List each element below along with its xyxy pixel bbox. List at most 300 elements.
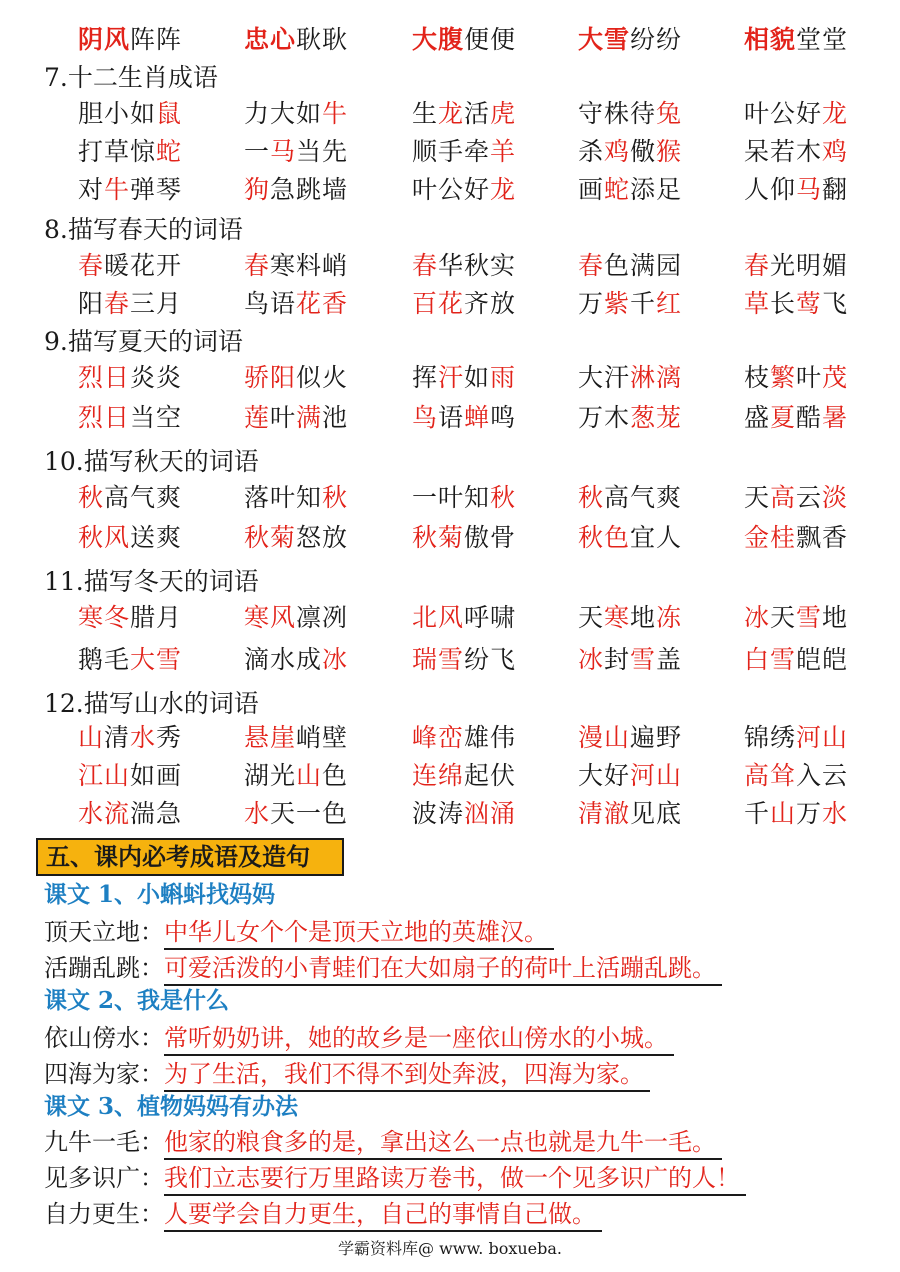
section-heading: 11.描写冬天的词语	[44, 567, 259, 596]
idiom-text: 如	[464, 363, 491, 392]
idiom-text: 寒料峭	[270, 251, 349, 280]
idiom-text: 起伏	[464, 761, 517, 790]
idiom-highlight: 秋	[490, 483, 517, 512]
idiom-highlight: 冻	[656, 603, 683, 632]
idiom-text: 炎炎	[130, 363, 183, 392]
idiom-highlight: 秋风	[78, 523, 131, 552]
idiom-text: 如画	[130, 761, 183, 790]
idiom	[78, 520, 182, 556]
idiom	[78, 360, 182, 396]
idiom-text: 盛	[744, 403, 771, 432]
idiom-text: 堂堂	[796, 25, 849, 54]
idiom-text: 傲骨	[464, 523, 517, 552]
idiom	[244, 96, 348, 132]
idiom-highlight: 葱茏	[630, 403, 683, 432]
idiom-highlight: 紫	[604, 289, 631, 318]
idiom	[412, 400, 516, 436]
idiom-text: 酷	[796, 403, 823, 432]
idiom-highlight: 清澈	[578, 799, 631, 828]
idiom	[244, 642, 348, 678]
idiom-row	[78, 96, 878, 132]
idiom-text: 地	[822, 603, 849, 632]
idiom	[578, 360, 682, 396]
idiom-text: 皑皑	[796, 645, 849, 674]
idiom-text: 画	[578, 175, 605, 204]
idiom-highlight: 相貌	[744, 25, 797, 54]
idiom-row	[78, 600, 878, 636]
idiom-text: 生	[412, 99, 439, 128]
idiom	[78, 400, 182, 436]
idiom-highlight: 春	[104, 289, 131, 318]
idiom	[244, 286, 348, 322]
idiom-highlight: 鸡	[822, 137, 849, 166]
example-sentence: 我们立志要行万里路读万卷书，做一个见多识广的人！	[164, 1162, 746, 1196]
idiom-row	[78, 286, 878, 322]
idiom-text: 挥	[412, 363, 439, 392]
idiom-text: 池	[322, 403, 349, 432]
idiom	[578, 96, 682, 132]
idiom	[578, 286, 682, 322]
idiom	[578, 480, 682, 516]
idiom	[412, 248, 516, 284]
idiom-text: 呆若木	[744, 137, 823, 166]
idiom-row	[78, 720, 878, 756]
idiom-text: 湍急	[130, 799, 183, 828]
idiom	[244, 720, 348, 756]
idiom-text: 万	[578, 289, 605, 318]
idiom-term: 活蹦乱跳：	[44, 954, 164, 982]
example-sentence: 他家的粮食多的是，拿出这么一点也就是九牛一毛。	[164, 1126, 722, 1160]
idiom-highlight: 汗	[438, 363, 465, 392]
idiom	[244, 22, 348, 58]
idiom-text: 阵阵	[130, 25, 183, 54]
idiom-row	[78, 172, 878, 208]
idiom-highlight: 大雪	[578, 25, 631, 54]
idiom-row	[78, 796, 878, 832]
idiom	[744, 22, 848, 58]
idiom-text: 当空	[130, 403, 183, 432]
idiom-highlight: 满	[296, 403, 323, 432]
idiom-term: 自力更生：	[44, 1200, 164, 1228]
idiom	[744, 796, 848, 832]
idiom-text: 耿耿	[296, 25, 349, 54]
idiom-highlight: 繁	[770, 363, 797, 392]
idiom	[244, 600, 348, 636]
idiom	[78, 642, 182, 678]
idiom-text: 一叶知	[412, 483, 491, 512]
idiom-text: 胆小如	[78, 99, 157, 128]
idiom-highlight: 白雪	[744, 645, 797, 674]
idiom-highlight: 马	[270, 137, 297, 166]
idiom	[578, 796, 682, 832]
idiom	[412, 642, 516, 678]
idiom-text: 千	[630, 289, 657, 318]
idiom-text: 色	[322, 761, 349, 790]
idiom	[744, 248, 848, 284]
idiom	[578, 520, 682, 556]
idiom-highlight: 猴	[656, 137, 683, 166]
idiom-text: 翻	[822, 175, 849, 204]
idiom-highlight: 烈日	[78, 403, 131, 432]
idiom	[744, 642, 848, 678]
idiom-highlight: 莲	[244, 403, 271, 432]
idiom-text: 三月	[130, 289, 183, 318]
idiom	[578, 600, 682, 636]
idiom-text: 大好	[578, 761, 631, 790]
idiom-highlight: 红	[656, 289, 683, 318]
idiom-highlight: 蝉	[464, 403, 491, 432]
example-sentence: 可爱活泼的小青蛙们在大如扇子的荷叶上活蹦乱跳。	[164, 952, 722, 986]
idiom	[744, 480, 848, 516]
idiom-text: 便便	[464, 25, 517, 54]
example-sentence: 常听奶奶讲，她的故乡是一座依山傍水的小城。	[164, 1022, 674, 1056]
example-sentence-row	[44, 1124, 874, 1160]
idiom-highlight: 羊	[490, 137, 517, 166]
idiom	[78, 796, 182, 832]
idiom-text: 天一色	[270, 799, 349, 828]
idiom-text: 鹅毛	[78, 645, 131, 674]
footer-watermark: 学霸资料库@ www. boxueba.	[338, 1239, 562, 1258]
idiom-highlight: 江山	[78, 761, 131, 790]
idiom-highlight: 金桂	[744, 523, 797, 552]
idiom-highlight: 狗	[244, 175, 271, 204]
idiom-highlight: 马	[796, 175, 823, 204]
idiom-text: 阳	[78, 289, 105, 318]
idiom-highlight: 龙	[438, 99, 465, 128]
idiom	[744, 600, 848, 636]
idiom-highlight: 龙	[822, 99, 849, 128]
idiom-text: 万木	[578, 403, 631, 432]
example-sentence: 为了生活，我们不得不到处奔波，四海为家。	[164, 1058, 650, 1092]
idiom-highlight: 春	[744, 251, 771, 280]
idiom	[244, 134, 348, 170]
idiom-highlight: 淡	[822, 483, 849, 512]
idiom	[578, 720, 682, 756]
idiom-text: 叶公好	[412, 175, 491, 204]
idiom	[412, 758, 516, 794]
idiom-text: 地	[630, 603, 657, 632]
section-heading: 9.描写夏天的词语	[44, 327, 243, 356]
idiom-highlight: 虎	[490, 99, 517, 128]
idiom-row	[78, 520, 878, 556]
idiom-highlight: 牛	[322, 99, 349, 128]
idiom-text: 叶公好	[744, 99, 823, 128]
idiom-highlight: 山	[770, 799, 797, 828]
lesson-title: 课文 1、小蝌蚪找妈妈	[44, 881, 276, 908]
idiom-text: 千	[744, 799, 771, 828]
idiom-term: 顶天立地：	[44, 918, 164, 946]
idiom-highlight: 秋	[322, 483, 349, 512]
idiom-highlight: 烈日	[78, 363, 131, 392]
idiom-highlight: 大腹	[412, 25, 465, 54]
idiom-highlight: 牛	[104, 175, 131, 204]
idiom-highlight: 雪	[796, 603, 823, 632]
idiom-highlight: 春	[78, 251, 105, 280]
idiom-highlight: 寒冬	[78, 603, 131, 632]
idiom	[244, 360, 348, 396]
lesson-title: 课文 3、植物妈妈有办法	[44, 1093, 299, 1120]
idiom-text: 锦绣	[744, 723, 797, 752]
idiom-highlight: 悬崖	[244, 723, 297, 752]
idiom-row	[78, 134, 878, 170]
idiom-highlight: 鸡	[604, 137, 631, 166]
idiom	[78, 480, 182, 516]
idiom	[578, 134, 682, 170]
idiom-text: 清	[104, 723, 131, 752]
idiom-highlight: 水	[822, 799, 849, 828]
idiom-text: 纷飞	[464, 645, 517, 674]
idiom-highlight: 山	[296, 761, 323, 790]
idiom-text: 入云	[796, 761, 849, 790]
idiom-row	[78, 480, 878, 516]
idiom	[412, 600, 516, 636]
idiom-text: 似火	[296, 363, 349, 392]
idiom-highlight: 冰	[744, 603, 771, 632]
idiom	[244, 796, 348, 832]
idiom-row	[78, 758, 878, 794]
idiom	[412, 796, 516, 832]
idiom-highlight: 冰	[322, 645, 349, 674]
idiom-highlight: 秋菊	[244, 523, 297, 552]
idiom	[78, 134, 182, 170]
idiom-row	[78, 642, 878, 678]
idiom	[744, 520, 848, 556]
idiom-text: 滴水成	[244, 645, 323, 674]
example-sentence-row	[44, 914, 874, 950]
idiom-term: 依山傍水：	[44, 1024, 164, 1052]
idiom-text: 当先	[296, 137, 349, 166]
idiom-highlight: 高耸	[744, 761, 797, 790]
idiom-highlight: 河山	[630, 761, 683, 790]
idiom	[578, 172, 682, 208]
idiom-term: 四海为家：	[44, 1060, 164, 1088]
idiom-highlight: 山	[78, 723, 105, 752]
idiom	[78, 96, 182, 132]
idiom	[78, 172, 182, 208]
idiom	[78, 720, 182, 756]
idiom-text: 语	[438, 403, 465, 432]
idiom-highlight: 水	[244, 799, 271, 828]
idiom-highlight: 连绵	[412, 761, 465, 790]
section-heading: 7.十二生肖成语	[44, 63, 218, 92]
idiom-text: 杀	[578, 137, 605, 166]
idiom-highlight: 淋漓	[630, 363, 683, 392]
example-sentence: 中华儿女个个是顶天立地的英雄汉。	[164, 916, 554, 950]
idiom-text: 叶	[270, 403, 297, 432]
lesson-title: 课文 2、我是什么	[44, 987, 230, 1014]
idiom-highlight: 汹涌	[464, 799, 517, 828]
idiom	[578, 248, 682, 284]
idiom-text: 华秋实	[438, 251, 517, 280]
idiom	[412, 286, 516, 322]
idiom-text: 色满园	[604, 251, 683, 280]
idiom-text: 送爽	[130, 523, 183, 552]
idiom-highlight: 龙	[490, 175, 517, 204]
idiom-highlight: 春	[244, 251, 271, 280]
idiom-text: 人仰	[744, 175, 797, 204]
idiom-row	[78, 360, 878, 396]
idiom	[744, 134, 848, 170]
section-banner: 五、课内必考成语及造句	[36, 838, 344, 876]
idiom-text: 顺手牵	[412, 137, 491, 166]
idiom-highlight: 兔	[656, 99, 683, 128]
idiom-highlight: 秋菊	[412, 523, 465, 552]
example-sentence-row	[44, 1056, 874, 1092]
section-heading: 10.描写秋天的词语	[44, 447, 259, 476]
idiom-text: 长	[770, 289, 797, 318]
idiom-highlight: 百花	[412, 289, 465, 318]
idiom-highlight: 花香	[296, 289, 349, 318]
idiom	[244, 758, 348, 794]
idiom-highlight: 鼠	[156, 99, 183, 128]
idiom-text: 落叶知	[244, 483, 323, 512]
example-sentence-row	[44, 950, 874, 986]
idiom	[578, 642, 682, 678]
idiom-highlight: 北风	[412, 603, 465, 632]
idiom-highlight: 雨	[490, 363, 517, 392]
idiom-text: 叶	[796, 363, 823, 392]
idiom-term: 九牛一毛：	[44, 1128, 164, 1156]
idiom	[744, 96, 848, 132]
idiom-text: 枝	[744, 363, 771, 392]
idiom-highlight: 瑞雪	[412, 645, 465, 674]
idiom-highlight: 蛇	[156, 137, 183, 166]
idiom-text: 遍野	[630, 723, 683, 752]
section-heading: 8.描写春天的词语	[44, 215, 243, 244]
idiom-highlight: 秋	[78, 483, 105, 512]
idiom	[78, 286, 182, 322]
idiom-row	[78, 22, 878, 58]
idiom-text: 鸣	[490, 403, 517, 432]
idiom-text: 光明媚	[770, 251, 849, 280]
example-sentence-row	[44, 1196, 874, 1232]
idiom-highlight: 河山	[796, 723, 849, 752]
idiom-text: 飞	[822, 289, 849, 318]
idiom-highlight: 寒风	[244, 603, 297, 632]
idiom-text: 打草惊	[78, 137, 157, 166]
idiom	[78, 600, 182, 636]
idiom-text: 儆	[630, 137, 657, 166]
idiom-highlight: 骄阳	[244, 363, 297, 392]
idiom-text: 守株待	[578, 99, 657, 128]
idiom-text: 对	[78, 175, 105, 204]
idiom-text: 力大如	[244, 99, 323, 128]
idiom-text: 添足	[630, 175, 683, 204]
idiom-term: 见多识广：	[44, 1164, 164, 1192]
idiom	[244, 172, 348, 208]
idiom-highlight: 鸟	[412, 403, 439, 432]
example-sentence-row	[44, 1160, 874, 1196]
idiom-text: 湖光	[244, 761, 297, 790]
idiom-highlight: 春	[578, 251, 605, 280]
idiom-text: 一	[244, 137, 271, 166]
idiom-row	[78, 400, 878, 436]
idiom-text: 盖	[656, 645, 683, 674]
idiom-highlight: 茂	[822, 363, 849, 392]
idiom-text: 天	[578, 603, 605, 632]
idiom-text: 天	[770, 603, 797, 632]
idiom-highlight: 寒	[604, 603, 631, 632]
idiom-highlight: 雪	[630, 645, 657, 674]
idiom-highlight: 阴风	[78, 25, 131, 54]
idiom-highlight: 忠心	[244, 25, 297, 54]
idiom-text: 齐放	[464, 289, 517, 318]
idiom-highlight: 水流	[78, 799, 131, 828]
idiom-text: 呼啸	[464, 603, 517, 632]
idiom-text: 雄伟	[464, 723, 517, 752]
idiom-text: 急跳墙	[270, 175, 349, 204]
idiom	[578, 22, 682, 58]
idiom-highlight: 夏	[770, 403, 797, 432]
idiom	[744, 720, 848, 756]
idiom-highlight: 莺	[796, 289, 823, 318]
idiom-text: 大汗	[578, 363, 631, 392]
idiom-text: 万	[796, 799, 823, 828]
idiom	[412, 360, 516, 396]
idiom-highlight: 草	[744, 289, 771, 318]
idiom-text: 凛冽	[296, 603, 349, 632]
idiom-text: 高气爽	[104, 483, 183, 512]
idiom	[412, 22, 516, 58]
idiom	[412, 172, 516, 208]
idiom-highlight: 春	[412, 251, 439, 280]
idiom-text: 弹琴	[130, 175, 183, 204]
idiom-text: 高气爽	[604, 483, 683, 512]
idiom	[244, 400, 348, 436]
idiom	[578, 758, 682, 794]
idiom	[744, 172, 848, 208]
idiom	[78, 22, 182, 58]
idiom-text: 暖花开	[104, 251, 183, 280]
idiom-text: 云	[796, 483, 823, 512]
idiom	[744, 360, 848, 396]
idiom	[244, 480, 348, 516]
idiom-row	[78, 248, 878, 284]
idiom-text: 天	[744, 483, 771, 512]
idiom	[78, 758, 182, 794]
idiom-highlight: 水	[130, 723, 157, 752]
idiom-text: 秀	[156, 723, 183, 752]
idiom	[412, 134, 516, 170]
idiom	[412, 520, 516, 556]
idiom	[412, 96, 516, 132]
idiom	[412, 480, 516, 516]
idiom-text: 怒放	[296, 523, 349, 552]
idiom-text: 飘香	[796, 523, 849, 552]
section-heading: 12.描写山水的词语	[44, 689, 259, 718]
idiom	[412, 720, 516, 756]
idiom-highlight: 峰峦	[412, 723, 465, 752]
idiom-text: 峭壁	[296, 723, 349, 752]
example-sentence: 人要学会自力更生，自己的事情自己做。	[164, 1198, 602, 1232]
idiom	[244, 520, 348, 556]
example-sentence-row	[44, 1020, 874, 1056]
idiom-highlight: 秋色	[578, 523, 631, 552]
idiom-highlight: 暑	[822, 403, 849, 432]
idiom	[744, 758, 848, 794]
idiom	[744, 286, 848, 322]
idiom	[78, 248, 182, 284]
idiom	[244, 248, 348, 284]
idiom-text: 鸟语	[244, 289, 297, 318]
idiom-highlight: 大雪	[130, 645, 183, 674]
idiom-text: 波涛	[412, 799, 465, 828]
idiom-text: 纷纷	[630, 25, 683, 54]
idiom-text: 封	[604, 645, 631, 674]
idiom-text: 腊月	[130, 603, 183, 632]
idiom-highlight: 蛇	[604, 175, 631, 204]
idiom-text: 见底	[630, 799, 683, 828]
